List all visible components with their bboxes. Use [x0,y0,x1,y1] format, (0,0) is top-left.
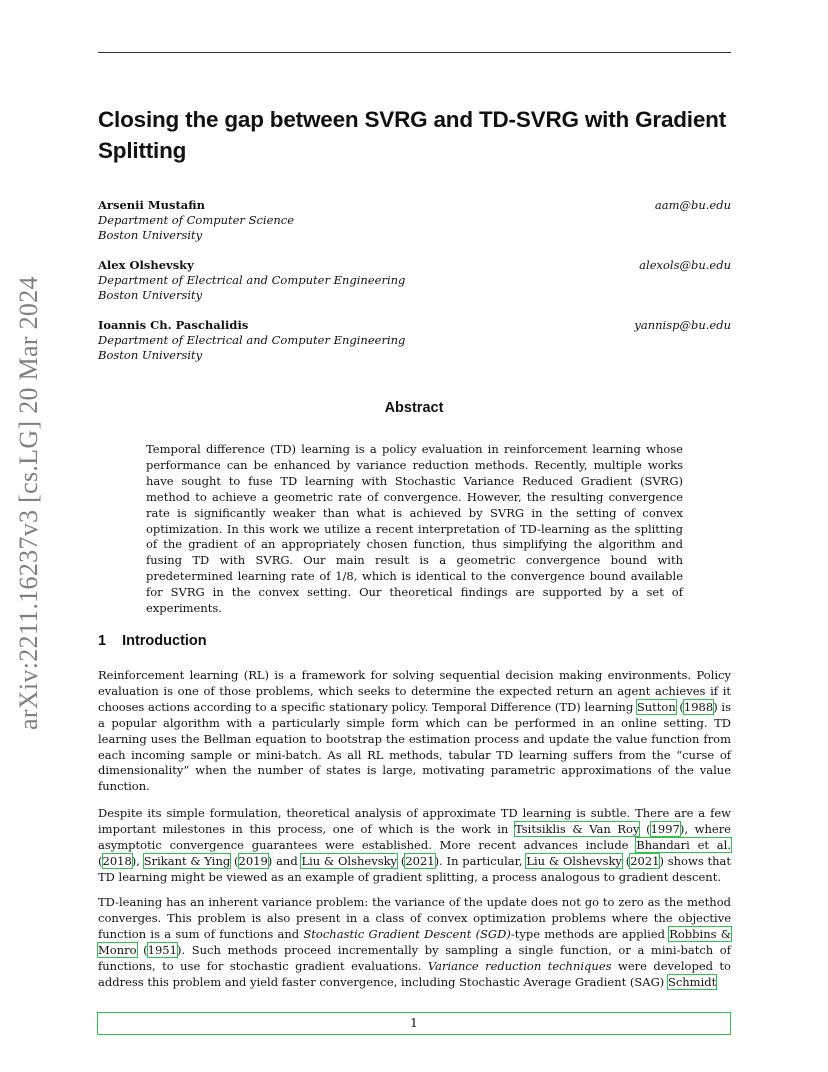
author-affiliation: Boston University [98,228,203,242]
author-block-1 [98,198,731,243]
header-rule [98,52,731,53]
citation-year-link[interactable]: 2019 [238,853,268,868]
citation-link[interactable]: Sutton [636,699,676,714]
author-name: Alex Olshevsky [98,258,194,272]
citation-year-link[interactable]: 1988 [683,699,714,714]
intro-paragraph-1: Reinforcement learning (RL) is a framework for solving sequential decision making environments. Policy evaluation is one of those problems, which seeks to determine the expected return an agent achieves if it chooses actions according to a specific stationary policy. Temporal Difference (TD) learning Sutton (1988) is a popular algorithm with a particularly simple form which can be performed in an online setting. TD learning uses the Bellman equation to bootstrap the estimation process and update the value function from each incoming sample or mini-batch. As all RL methods, tabular TD learning suffers from the “curse of dimensionality” when the number of states is large, motivating parametric approximations of the value function. [98,668,731,794]
abstract-text: Temporal difference (TD) learning is a policy evaluation in reinforcement learning whose performance can be enhanced by variance reduction methods. Recently, multiple works have sought to fuse TD learning with Stochastic Variance Reduced Gradient (SVRG) method to achieve a geometric rate of convergence. However, the resulting convergence rate is significantly weaker than what is achieved by SVRG in the setting of convex optimization. In this work we utilize a recent interpretation of TD-learning as the splitting of the gradient of an appropriately chosen function, thus simplifying the algorithm and fusing TD with SVRG. Our main result is a geometric convergence bound with predetermined learning rate of 1/8, which is identical to the convergence bound available for SVRG in the convex setting. Our theoretical findings are supported by a set of experiments. [146,442,683,616]
author-affiliation: Department of Computer Science [98,213,295,227]
author-affiliation: Department of Electrical and Computer Engineering [98,273,406,287]
citation-year-link[interactable]: 2018 [102,853,132,868]
author-affiliation: Boston University [98,288,203,302]
citation-link[interactable]: Bhandari et al. [636,837,731,852]
citation-link[interactable]: Robbins & Monro [98,926,732,957]
citation-link[interactable]: Liu & Olshevsky [526,853,622,868]
author-name: Arsenii Mustafin [98,198,205,212]
section-title: Introduction [122,633,207,649]
citation-link[interactable]: Liu & Olshevsky [301,853,398,868]
author-affiliation: Department of Electrical and Computer Engineering [98,333,406,347]
citation-year-link[interactable]: 2021 [405,853,435,868]
section-heading [98,633,207,649]
author-name: Ioannis Ch. Paschalidis [98,318,249,332]
intro-paragraph-3: TD-leaning has an inherent variance problem: the variance of the update does not go to zero as the method converges. This problem is also present in a class of convex optimization problems where the objective function is a sum of functions and Stochastic Gradient Descent (SGD)-type methods are applied Robbins & Monro (1951). Such methods proceed incrementally by sampling a single function, or a mini-batch of functions, to use for stochastic gradient evaluations. Variance reduction techniques were developed to address this problem and yield faster convergence, including Stochastic Average Gradient (SAG) Schmidt [98,895,732,989]
citation-year-link[interactable]: 1997 [650,821,680,836]
citation-link[interactable]: Srikant & Ying [143,853,231,868]
arxiv-stamp: arXiv:2211.16237v3 [cs.LG] 20 Mar 2024 [14,276,43,730]
paper-title: Closing the gap between SVRG and TD-SVRG with Gradient Splitting [98,107,727,163]
section-number: 1 [98,633,107,649]
author-email: yannisp@bu.edu [634,318,731,332]
author-affiliation: Boston University [98,348,203,362]
citation-link[interactable]: Tsitsiklis & Van Roy [514,821,640,836]
author-email: alexols@bu.edu [639,258,731,272]
citation-year-link[interactable]: 1951 [147,942,177,957]
intro-paragraph-2: Despite its simple formulation, theoretical analysis of approximate TD learning is subtle. There are a few important milestones in this process, one of which is the work in Tsitsiklis & Van Roy (1997), where asymptotic convergence guarantees were established. More recent advances include Bhandari et al. (2018), Srikant & Ying (2019) and Liu & Olshevsky (2021). In particular, Liu & Olshevsky (2021) shows that TD learning might be viewed as an example of gradient splitting, a process analogous to gradient descent. [98,806,731,884]
author-email: aam@bu.edu [654,198,731,212]
page-number: 1 [410,1016,418,1030]
citation-link[interactable]: Schmidt [667,974,717,989]
citation-year-link[interactable]: 2021 [630,853,660,868]
author-block-2 [98,258,731,303]
abstract-heading: Abstract [384,400,444,416]
author-block-3 [98,318,731,363]
